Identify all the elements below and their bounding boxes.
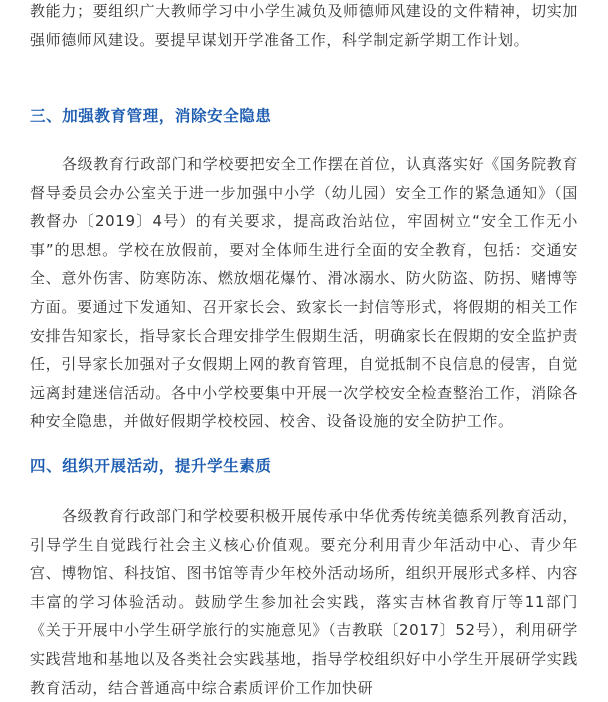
section-heading-activities: 四、组织开展活动，提升学生素质 — [30, 457, 272, 475]
paragraph-safety-management: 各级教育行政部门和学校要把安全工作摆在首位，认真落实好《国务院教育督导委员会办公室关于进一步加强中小学（幼儿园）安全工作的紧急通知》（国教督办〔2019〕4号）的有关要求，提高政治站位，牢固树立“安全工作无小事”的思想。学校在放假前，要对全体师生进行全面的安全教育，包括：交通安全、意外伤害、防寒防冻、燃放烟花爆竹、滑冰溺水、防火防盗、防拐、赌博等方面。要通过下发通知、召开家长会、致家长一封信等形式，将假期的相关工作安排告知家长，指导家长合理安排学生假期生活，明确家长在假期的安全监护责任，引导家长加强对子女假期上网的教育管理，自觉抵制不良信息的侵害，自觉远离封建迷信活动。各中小学校要集中开展一次学校安全检查整治工作，消除各种安全隐患，并做好假期学校校园、校舍、设备设施的安全防护工作。 — [30, 155, 578, 431]
paragraph-teacher-ethics: 教能力；要组织广大教师学习中小学生减负及师德师风建设的文件精神，切实加强师德师风建设。要提早谋划开学准备工作，科学制定新学期工作计划。 — [30, 2, 578, 49]
paragraph-student-activities: 各级教育行政部门和学校要积极开展传承中华优秀传统美德系列教育活动，引导学生自觉践行社会主义核心价值观。要充分利用青少年活动中心、青少年宫、博物馆、科技馆、图书馆等青少年校外活动场所，组织开展形式多样、内容丰富的学习体验活动。鼓励学生参加社会实践，落实吉林省教育厅等11部门《关于开展中小学生研学旅行的实施意见》（吉教联〔2017〕52号），利用研学实践营地和基地以及各类社会实践基地，指导学校组织好中小学生开展研学实践教育活动，结合普通高中综合素质评价工作加快研 — [30, 507, 578, 697]
section-heading-safety: 三、加强教育管理，消除安全隐患 — [30, 107, 272, 125]
